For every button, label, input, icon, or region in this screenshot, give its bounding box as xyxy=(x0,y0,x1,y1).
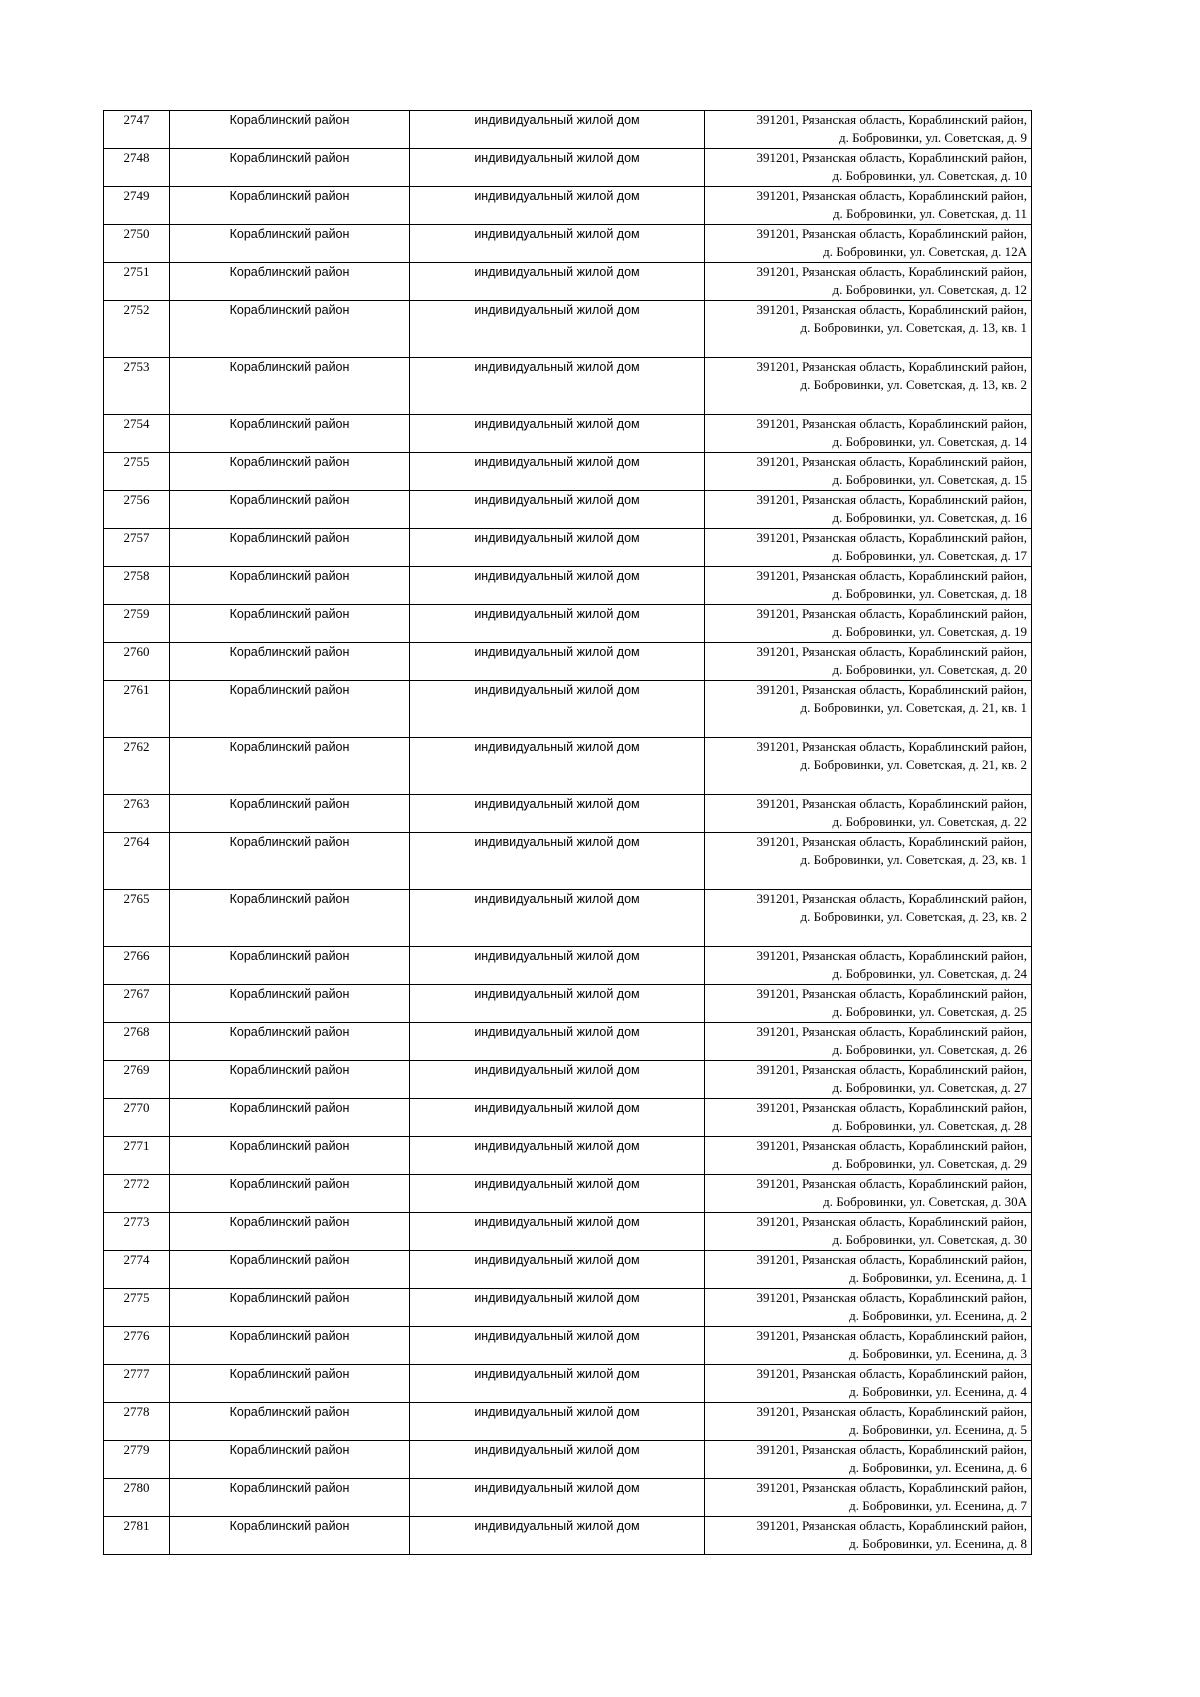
address-line-1: 391201, Рязанская область, Кораблинский район, xyxy=(756,644,1027,659)
district-cell: Кораблинский район xyxy=(170,567,410,605)
table-row xyxy=(104,415,1032,453)
district-cell: Кораблинский район xyxy=(170,1441,410,1479)
object-type-cell: индивидуальный жилой дом xyxy=(410,1175,705,1213)
address-line-1: 391201, Рязанская область, Кораблинский район, xyxy=(756,1328,1027,1343)
address-line-1: 391201, Рязанская область, Кораблинский район, xyxy=(756,226,1027,241)
object-type-cell: индивидуальный жилой дом xyxy=(410,833,705,890)
object-type-cell: индивидуальный жилой дом xyxy=(410,1365,705,1403)
address-line-2: д. Бобровинки, ул. Советская, д. 25 xyxy=(832,1004,1027,1019)
record-number-cell: 2771 xyxy=(104,1137,170,1175)
address-line-2: д. Бобровинки, ул. Советская, д. 29 xyxy=(832,1156,1027,1171)
address-line-1: 391201, Рязанская область, Кораблинский район, xyxy=(756,1290,1027,1305)
address-cell xyxy=(705,947,1032,985)
address-cell xyxy=(705,605,1032,643)
record-number-cell: 2779 xyxy=(104,1441,170,1479)
record-number-cell: 2772 xyxy=(104,1175,170,1213)
address-cell xyxy=(705,1137,1032,1175)
address-cell xyxy=(705,1023,1032,1061)
record-number-cell: 2780 xyxy=(104,1479,170,1517)
object-type-cell: индивидуальный жилой дом xyxy=(410,1061,705,1099)
object-type-cell: индивидуальный жилой дом xyxy=(410,643,705,681)
address-line-2: д. Бобровинки, ул. Есенина, д. 1 xyxy=(849,1270,1027,1285)
table-row xyxy=(104,301,1032,358)
address-line-2: д. Бобровинки, ул. Есенина, д. 7 xyxy=(849,1498,1027,1513)
district-cell: Кораблинский район xyxy=(170,1479,410,1517)
address-line-1: 391201, Рязанская область, Кораблинский район, xyxy=(756,1100,1027,1115)
address-cell xyxy=(705,1365,1032,1403)
object-type-cell: индивидуальный жилой дом xyxy=(410,985,705,1023)
address-line-2: д. Бобровинки, ул. Советская, д. 27 xyxy=(832,1080,1027,1095)
record-number-cell: 2757 xyxy=(104,529,170,567)
address-cell xyxy=(705,263,1032,301)
address-line-2: д. Бобровинки, ул. Советская, д. 23, кв. 1 xyxy=(800,852,1027,867)
table-row xyxy=(104,187,1032,225)
district-cell: Кораблинский район xyxy=(170,605,410,643)
district-cell: Кораблинский район xyxy=(170,795,410,833)
object-type-cell: индивидуальный жилой дом xyxy=(410,1099,705,1137)
address-cell xyxy=(705,225,1032,263)
district-cell: Кораблинский район xyxy=(170,1327,410,1365)
district-cell: Кораблинский район xyxy=(170,491,410,529)
address-cell xyxy=(705,491,1032,529)
district-cell: Кораблинский район xyxy=(170,1517,410,1555)
address-cell xyxy=(705,890,1032,947)
district-cell: Кораблинский район xyxy=(170,263,410,301)
object-type-cell: индивидуальный жилой дом xyxy=(410,1403,705,1441)
address-line-2: д. Бобровинки, ул. Советская, д. 20 xyxy=(832,662,1027,677)
record-number-cell: 2763 xyxy=(104,795,170,833)
address-line-1: 391201, Рязанская область, Кораблинский район, xyxy=(756,568,1027,583)
table-row xyxy=(104,1517,1032,1555)
address-line-1: 391201, Рязанская область, Кораблинский район, xyxy=(756,1214,1027,1229)
record-number-cell: 2776 xyxy=(104,1327,170,1365)
address-line-2: д. Бобровинки, ул. Советская, д. 12А xyxy=(823,244,1027,259)
address-line-1: 391201, Рязанская область, Кораблинский район, xyxy=(756,948,1027,963)
district-cell: Кораблинский район xyxy=(170,1403,410,1441)
address-line-1: 391201, Рязанская область, Кораблинский район, xyxy=(756,1366,1027,1381)
address-line-1: 391201, Рязанская область, Кораблинский район, xyxy=(756,150,1027,165)
district-cell: Кораблинский район xyxy=(170,643,410,681)
address-line-2: д. Бобровинки, ул. Есенина, д. 5 xyxy=(849,1422,1027,1437)
record-number-cell: 2751 xyxy=(104,263,170,301)
record-number-cell: 2770 xyxy=(104,1099,170,1137)
table-row xyxy=(104,225,1032,263)
address-line-1: 391201, Рязанская область, Кораблинский район, xyxy=(756,682,1027,697)
table-row xyxy=(104,1213,1032,1251)
address-line-2: д. Бобровинки, ул. Советская, д. 14 xyxy=(832,434,1027,449)
table-row xyxy=(104,529,1032,567)
district-cell: Кораблинский район xyxy=(170,1137,410,1175)
address-cell xyxy=(705,1175,1032,1213)
address-cell xyxy=(705,187,1032,225)
table-row xyxy=(104,111,1032,149)
table-row xyxy=(104,1289,1032,1327)
address-line-1: 391201, Рязанская область, Кораблинский район, xyxy=(756,492,1027,507)
address-line-2: д. Бобровинки, ул. Есенина, д. 4 xyxy=(849,1384,1027,1399)
address-line-2: д. Бобровинки, ул. Советская, д. 10 xyxy=(832,168,1027,183)
address-cell xyxy=(705,1061,1032,1099)
table-row xyxy=(104,1327,1032,1365)
address-cell xyxy=(705,795,1032,833)
address-line-1: 391201, Рязанская область, Кораблинский район, xyxy=(756,891,1027,906)
address-line-2: д. Бобровинки, ул. Советская, д. 24 xyxy=(832,966,1027,981)
object-type-cell: индивидуальный жилой дом xyxy=(410,1213,705,1251)
object-type-cell: индивидуальный жилой дом xyxy=(410,890,705,947)
district-cell: Кораблинский район xyxy=(170,149,410,187)
table-row xyxy=(104,643,1032,681)
table-row xyxy=(104,491,1032,529)
address-cell xyxy=(705,1479,1032,1517)
table-row xyxy=(104,1403,1032,1441)
address-line-2: д. Бобровинки, ул. Советская, д. 30 xyxy=(832,1232,1027,1247)
address-line-1: 391201, Рязанская область, Кораблинский район, xyxy=(756,1480,1027,1495)
address-line-2: д. Бобровинки, ул. Советская, д. 12 xyxy=(832,282,1027,297)
record-number-cell: 2777 xyxy=(104,1365,170,1403)
object-type-cell: индивидуальный жилой дом xyxy=(410,149,705,187)
address-line-2: д. Бобровинки, ул. Советская, д. 19 xyxy=(832,624,1027,639)
district-cell: Кораблинский район xyxy=(170,1213,410,1251)
district-cell: Кораблинский район xyxy=(170,529,410,567)
address-line-1: 391201, Рязанская область, Кораблинский район, xyxy=(756,1404,1027,1419)
object-type-cell: индивидуальный жилой дом xyxy=(410,1251,705,1289)
record-number-cell: 2749 xyxy=(104,187,170,225)
address-line-1: 391201, Рязанская область, Кораблинский район, xyxy=(756,834,1027,849)
object-type-cell: индивидуальный жилой дом xyxy=(410,1137,705,1175)
object-type-cell: индивидуальный жилой дом xyxy=(410,681,705,738)
address-line-2: д. Бобровинки, ул. Советская, д. 13, кв. 1 xyxy=(800,320,1027,335)
table-row xyxy=(104,1099,1032,1137)
object-type-cell: индивидуальный жилой дом xyxy=(410,1023,705,1061)
address-cell xyxy=(705,358,1032,415)
object-type-cell: индивидуальный жилой дом xyxy=(410,187,705,225)
address-line-1: 391201, Рязанская область, Кораблинский район, xyxy=(756,1062,1027,1077)
object-type-cell: индивидуальный жилой дом xyxy=(410,301,705,358)
table-row xyxy=(104,605,1032,643)
record-number-cell: 2768 xyxy=(104,1023,170,1061)
table-row xyxy=(104,1175,1032,1213)
address-line-2: д. Бобровинки, ул. Советская, д. 21, кв. 2 xyxy=(800,757,1027,772)
table-row xyxy=(104,681,1032,738)
object-type-cell: индивидуальный жилой дом xyxy=(410,453,705,491)
district-cell: Кораблинский район xyxy=(170,1099,410,1137)
address-cell xyxy=(705,301,1032,358)
record-number-cell: 2755 xyxy=(104,453,170,491)
address-line-2: д. Бобровинки, ул. Советская, д. 26 xyxy=(832,1042,1027,1057)
table-row xyxy=(104,567,1032,605)
address-line-1: 391201, Рязанская область, Кораблинский район, xyxy=(756,1138,1027,1153)
address-cell xyxy=(705,1099,1032,1137)
object-type-cell: индивидуальный жилой дом xyxy=(410,1441,705,1479)
address-line-1: 391201, Рязанская область, Кораблинский район, xyxy=(756,1442,1027,1457)
address-line-2: д. Бобровинки, ул. Советская, д. 16 xyxy=(832,510,1027,525)
object-type-cell: индивидуальный жилой дом xyxy=(410,1479,705,1517)
address-register-table xyxy=(103,110,1032,1555)
record-number-cell: 2774 xyxy=(104,1251,170,1289)
address-line-2: д. Бобровинки, ул. Советская, д. 28 xyxy=(832,1118,1027,1133)
address-line-1: 391201, Рязанская область, Кораблинский район, xyxy=(756,986,1027,1001)
address-line-1: 391201, Рязанская область, Кораблинский район, xyxy=(756,796,1027,811)
address-line-2: д. Бобровинки, ул. Советская, д. 17 xyxy=(832,548,1027,563)
district-cell: Кораблинский район xyxy=(170,947,410,985)
record-number-cell: 2754 xyxy=(104,415,170,453)
address-line-1: 391201, Рязанская область, Кораблинский район, xyxy=(756,1176,1027,1191)
district-cell: Кораблинский район xyxy=(170,890,410,947)
address-line-2: д. Бобровинки, ул. Советская, д. 22 xyxy=(832,814,1027,829)
address-line-1: 391201, Рязанская область, Кораблинский район, xyxy=(756,1252,1027,1267)
table-row xyxy=(104,263,1032,301)
address-line-2: д. Бобровинки, ул. Советская, д. 21, кв. 1 xyxy=(800,700,1027,715)
address-cell xyxy=(705,415,1032,453)
record-number-cell: 2760 xyxy=(104,643,170,681)
address-line-2: д. Бобровинки, ул. Советская, д. 15 xyxy=(832,472,1027,487)
object-type-cell: индивидуальный жилой дом xyxy=(410,415,705,453)
object-type-cell: индивидуальный жилой дом xyxy=(410,111,705,149)
table-row xyxy=(104,453,1032,491)
address-cell xyxy=(705,1251,1032,1289)
district-cell: Кораблинский район xyxy=(170,1365,410,1403)
table-row xyxy=(104,1365,1032,1403)
record-number-cell: 2764 xyxy=(104,833,170,890)
table-row xyxy=(104,1137,1032,1175)
record-number-cell: 2756 xyxy=(104,491,170,529)
object-type-cell: индивидуальный жилой дом xyxy=(410,263,705,301)
record-number-cell: 2773 xyxy=(104,1213,170,1251)
record-number-cell: 2769 xyxy=(104,1061,170,1099)
address-line-1: 391201, Рязанская область, Кораблинский район, xyxy=(756,264,1027,279)
object-type-cell: индивидуальный жилой дом xyxy=(410,1327,705,1365)
address-cell xyxy=(705,1441,1032,1479)
object-type-cell: индивидуальный жилой дом xyxy=(410,225,705,263)
object-type-cell: индивидуальный жилой дом xyxy=(410,1289,705,1327)
record-number-cell: 2766 xyxy=(104,947,170,985)
address-cell xyxy=(705,453,1032,491)
district-cell: Кораблинский район xyxy=(170,985,410,1023)
object-type-cell: индивидуальный жилой дом xyxy=(410,529,705,567)
district-cell: Кораблинский район xyxy=(170,453,410,491)
record-number-cell: 2759 xyxy=(104,605,170,643)
address-line-2: д. Бобровинки, ул. Есенина, д. 8 xyxy=(849,1536,1027,1551)
address-line-1: 391201, Рязанская область, Кораблинский район, xyxy=(756,1518,1027,1533)
district-cell: Кораблинский район xyxy=(170,1023,410,1061)
object-type-cell: индивидуальный жилой дом xyxy=(410,567,705,605)
record-number-cell: 2762 xyxy=(104,738,170,795)
district-cell: Кораблинский район xyxy=(170,1061,410,1099)
address-line-1: 391201, Рязанская область, Кораблинский район, xyxy=(756,112,1027,127)
address-cell xyxy=(705,833,1032,890)
district-cell: Кораблинский район xyxy=(170,111,410,149)
address-line-2: д. Бобровинки, ул. Есенина, д. 6 xyxy=(849,1460,1027,1475)
address-line-1: 391201, Рязанская область, Кораблинский район, xyxy=(756,1024,1027,1039)
address-line-1: 391201, Рязанская область, Кораблинский район, xyxy=(756,606,1027,621)
table-row xyxy=(104,985,1032,1023)
object-type-cell: индивидуальный жилой дом xyxy=(410,605,705,643)
address-cell xyxy=(705,738,1032,795)
table-row xyxy=(104,1023,1032,1061)
record-number-cell: 2752 xyxy=(104,301,170,358)
record-number-cell: 2775 xyxy=(104,1289,170,1327)
record-number-cell: 2781 xyxy=(104,1517,170,1555)
table-row xyxy=(104,738,1032,795)
table-row xyxy=(104,1061,1032,1099)
table-row xyxy=(104,795,1032,833)
table-body xyxy=(104,111,1032,1555)
district-cell: Кораблинский район xyxy=(170,301,410,358)
address-cell xyxy=(705,111,1032,149)
address-line-1: 391201, Рязанская область, Кораблинский район, xyxy=(756,739,1027,754)
address-line-1: 391201, Рязанская область, Кораблинский район, xyxy=(756,416,1027,431)
address-line-2: д. Бобровинки, ул. Советская, д. 30А xyxy=(823,1194,1027,1209)
district-cell: Кораблинский район xyxy=(170,1251,410,1289)
table-row xyxy=(104,358,1032,415)
district-cell: Кораблинский район xyxy=(170,833,410,890)
table-row xyxy=(104,833,1032,890)
district-cell: Кораблинский район xyxy=(170,415,410,453)
object-type-cell: индивидуальный жилой дом xyxy=(410,947,705,985)
address-cell xyxy=(705,149,1032,187)
record-number-cell: 2747 xyxy=(104,111,170,149)
district-cell: Кораблинский район xyxy=(170,225,410,263)
address-line-1: 391201, Рязанская область, Кораблинский район, xyxy=(756,359,1027,374)
record-number-cell: 2761 xyxy=(104,681,170,738)
address-line-2: д. Бобровинки, ул. Есенина, д. 3 xyxy=(849,1346,1027,1361)
address-cell xyxy=(705,681,1032,738)
address-line-2: д. Бобровинки, ул. Советская, д. 9 xyxy=(838,130,1027,145)
address-line-1: 391201, Рязанская область, Кораблинский район, xyxy=(756,188,1027,203)
district-cell: Кораблинский район xyxy=(170,681,410,738)
address-line-2: д. Бобровинки, ул. Советская, д. 11 xyxy=(832,206,1027,221)
district-cell: Кораблинский район xyxy=(170,1175,410,1213)
address-line-1: 391201, Рязанская область, Кораблинский район, xyxy=(756,530,1027,545)
address-cell xyxy=(705,1403,1032,1441)
address-line-1: 391201, Рязанская область, Кораблинский район, xyxy=(756,454,1027,469)
record-number-cell: 2765 xyxy=(104,890,170,947)
object-type-cell: индивидуальный жилой дом xyxy=(410,358,705,415)
object-type-cell: индивидуальный жилой дом xyxy=(410,1517,705,1555)
record-number-cell: 2750 xyxy=(104,225,170,263)
table-row xyxy=(104,1251,1032,1289)
table-row xyxy=(104,1479,1032,1517)
table-row xyxy=(104,947,1032,985)
table-row xyxy=(104,149,1032,187)
table-row xyxy=(104,1441,1032,1479)
district-cell: Кораблинский район xyxy=(170,187,410,225)
address-line-2: д. Бобровинки, ул. Советская, д. 23, кв. 2 xyxy=(800,909,1027,924)
address-line-1: 391201, Рязанская область, Кораблинский район, xyxy=(756,302,1027,317)
record-number-cell: 2748 xyxy=(104,149,170,187)
address-cell xyxy=(705,567,1032,605)
record-number-cell: 2753 xyxy=(104,358,170,415)
table-row xyxy=(104,890,1032,947)
object-type-cell: индивидуальный жилой дом xyxy=(410,491,705,529)
record-number-cell: 2778 xyxy=(104,1403,170,1441)
district-cell: Кораблинский район xyxy=(170,1289,410,1327)
record-number-cell: 2767 xyxy=(104,985,170,1023)
address-cell xyxy=(705,529,1032,567)
address-cell xyxy=(705,643,1032,681)
address-cell xyxy=(705,1289,1032,1327)
address-cell xyxy=(705,1327,1032,1365)
address-cell xyxy=(705,1517,1032,1555)
address-cell xyxy=(705,1213,1032,1251)
address-cell xyxy=(705,985,1032,1023)
object-type-cell: индивидуальный жилой дом xyxy=(410,795,705,833)
district-cell: Кораблинский район xyxy=(170,358,410,415)
object-type-cell: индивидуальный жилой дом xyxy=(410,738,705,795)
district-cell: Кораблинский район xyxy=(170,738,410,795)
address-line-2: д. Бобровинки, ул. Есенина, д. 2 xyxy=(849,1308,1027,1323)
address-line-2: д. Бобровинки, ул. Советская, д. 18 xyxy=(832,586,1027,601)
record-number-cell: 2758 xyxy=(104,567,170,605)
address-line-2: д. Бобровинки, ул. Советская, д. 13, кв. 2 xyxy=(800,377,1027,392)
